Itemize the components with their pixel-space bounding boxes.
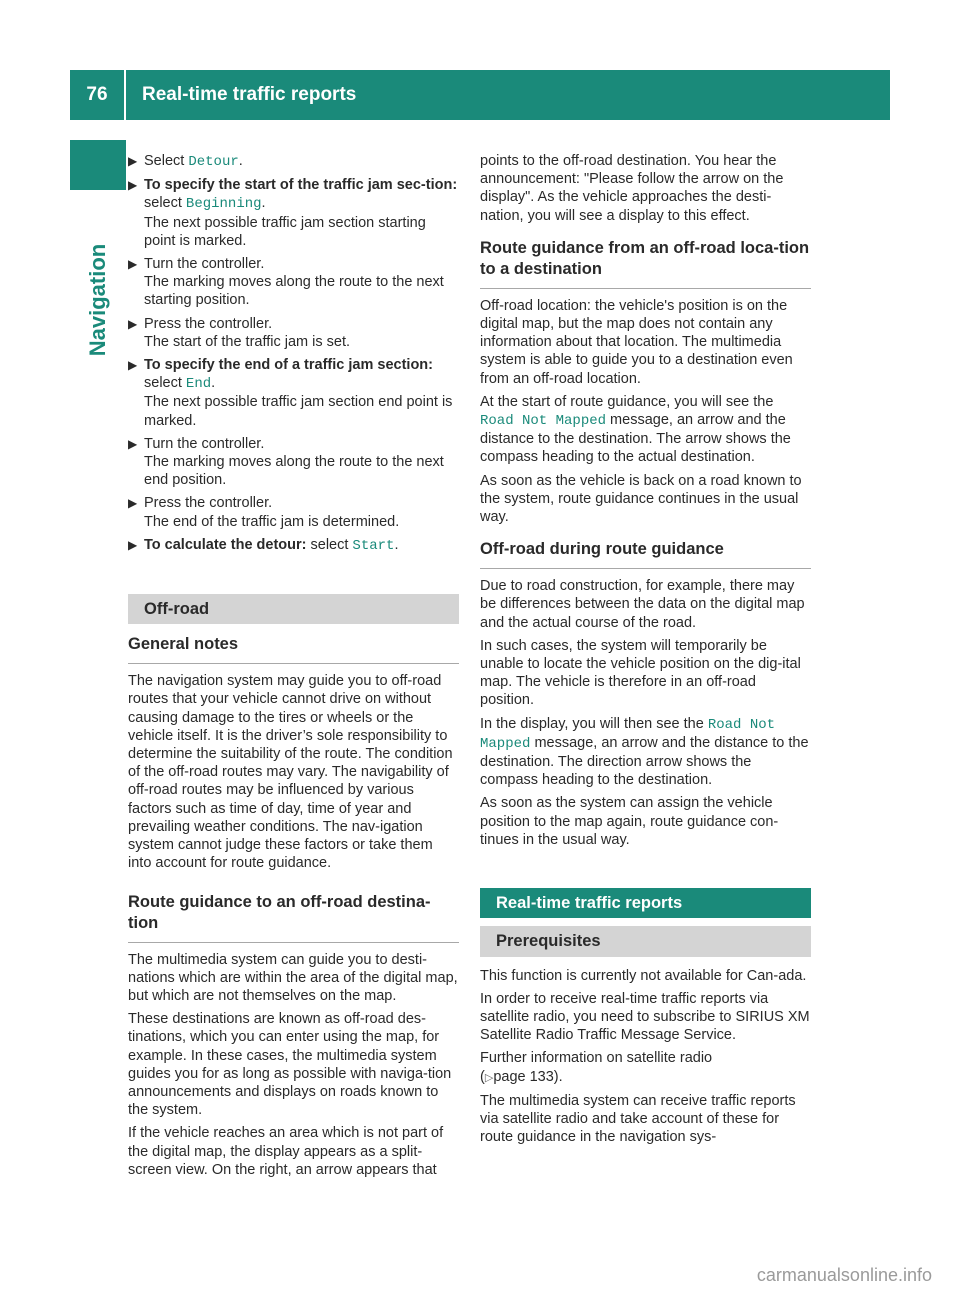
code-detour: Detour [188, 154, 239, 170]
section-label-text: Navigation [85, 243, 110, 357]
to-offroad-heading: Route guidance to an off-road destina-tion [128, 892, 459, 943]
during-paragraph-3: In the display, you will then see the Road Not Mapped message, an arrow and the distance to the destination. The direction arrow shows the compass heading to the destination. [480, 715, 809, 789]
code-beginning: Beginning [185, 196, 262, 213]
step-result: The start of the traffic jam is set. [144, 333, 351, 350]
step-select-detour: ▶ Select Detour. [128, 153, 243, 170]
page-title: Real-time traffic reports [142, 84, 357, 105]
step-result: The end of the traffic jam is determined. [144, 513, 400, 530]
header-bar [70, 70, 890, 120]
code-start: Start [352, 537, 395, 554]
watermark: carmanualsonline.info [756, 1265, 932, 1285]
general-notes-paragraph: The navigation system may guide you to off-road routes that your vehicle cannot drive on without causing damage to the tires or wheels or the vehicle itself. It is the driver’s sole responsibility to determine the suitability of the route. The condition of the off-road routes may vary. The navigability of off-road routes may be influenced by various factors such as time of day, time of year and prevailing weather conditions. The nav-igation system cannot judge these factors or take them into account for route guidance. [128, 673, 453, 872]
to-offroad-paragraph-3: If the vehicle reaches an area which is not part of the digital map, the display appears as a split-screen view. On the right, an arrow appears that [128, 1125, 444, 1178]
page-reference-link[interactable]: page 133). [493, 1068, 563, 1085]
step-result: The next possible traffic jam section starting point is marked. [144, 214, 426, 249]
prerequisites-box: Prerequisites [480, 926, 811, 956]
step-arrow-icon: ▶ [128, 316, 138, 331]
section-tab-marker [70, 140, 126, 190]
step-arrow-icon: ▶ [128, 358, 138, 373]
during-guidance-heading: Off-road during route guidance [480, 539, 811, 569]
traffic-reports-section-box: Real-time traffic reports [480, 888, 811, 918]
from-offroad-heading: Route guidance from an off-road loca-tion to a destination [480, 238, 811, 289]
to-offroad-paragraph-1: The multimedia system can guide you to desti-nations which are within the area of the digital map, but which are not themselves on the map. [128, 951, 458, 1004]
general-notes-heading: General notes [128, 634, 459, 664]
from-offroad-paragraph-1: Off-road location: the vehicle's position is on the digital map, but the map does not contain any information about that location. The multimedia system is able to guide you to a destination even from an off-road location. [480, 297, 793, 387]
step-result: The marking moves along the route to the next starting position. [144, 274, 444, 309]
code-road-not-mapped: Road Not Mapped [480, 413, 607, 430]
section-label [70, 200, 126, 500]
step-specify-start: ▶ To specify the start of the traffic jam sec-tion: select Beginning. The next possible traffic jam section starting point is marked. [128, 177, 458, 249]
prereq-paragraph-3: Further information on satellite radio (▷page 133). [480, 1050, 713, 1085]
step-arrow-icon: ▶ [128, 154, 138, 168]
step-specify-end: ▶ To specify the end of a traffic jam section: select End. The next possible traffic jam section end point is marked. [128, 357, 453, 429]
during-paragraph-4: As soon as the system can assign the vehicle position to the map again, route guidance con-tinues in the usual way. [480, 795, 779, 848]
step-result: The marking moves along the route to the next end position. [144, 454, 444, 489]
step-arrow-icon: ▶ [128, 496, 138, 511]
from-offroad-paragraph-2: At the start of route guidance, you will see the Road Not Mapped message, an arrow and the distance to the destination. The arrow shows the compass heading to the actual destination. [480, 393, 791, 466]
to-offroad-paragraph-2: These destinations are known as off-road des-tinations, which you can enter using the map, for example. In these cases, the multimedia system guides you for as long as possible with naviga-tion announcements and displays on roads known to the system. [128, 1011, 452, 1119]
offroad-section-box: Off-road [128, 594, 459, 624]
page-number: 76 [86, 84, 108, 105]
left-column [128, 152, 459, 1184]
step-turn-controller-2: ▶ Turn the controller. The marking moves along the route to the next end position. [128, 435, 444, 489]
step-arrow-icon: ▶ [128, 436, 138, 451]
during-paragraph-2: In such cases, the system will temporarily be unable to locate the vehicle position on the dig-ital map. The vehicle is therefore in an off-road position. [480, 637, 801, 709]
header-divider [124, 70, 126, 120]
continued-paragraph: points to the off-road destination. You hear the announcement: "Please follow the arrow on the display". As the vehicle approaches the desti-nation, you will see a display to this effect. [480, 153, 784, 224]
step-arrow-icon: ▶ [128, 257, 138, 272]
page-reference-icon: ▷ [484, 1071, 494, 1084]
step-press-controller-2: ▶ Press the controller. The end of the traffic jam is determined. [128, 495, 400, 530]
prereq-paragraph-1: This function is currently not available for Can-ada. [480, 967, 807, 984]
step-result: The next possible traffic jam section end point is marked. [144, 394, 453, 429]
step-calculate-detour: ▶ To calculate the detour: select Start. [128, 536, 399, 554]
prereq-paragraph-2: In order to receive real-time traffic reports via satellite radio, you need to subscribe to SIRIUS XM Satellite Radio Traffic Message Service. [480, 990, 810, 1044]
step-arrow-icon: ▶ [128, 178, 138, 193]
during-paragraph-1: Due to road construction, for example, there may be differences between the data on the digital map and the actual course of the road. [480, 578, 805, 631]
step-press-controller: ▶ Press the controller. The start of the traffic jam is set. [128, 315, 351, 350]
prereq-paragraph-4: The multimedia system can receive traffic reports via satellite radio and take account of these for route guidance in the navigation sys- [480, 1092, 796, 1146]
from-offroad-paragraph-3: As soon as the vehicle is back on a road known to the system, route guidance continues in the usual way. [480, 472, 802, 526]
step-arrow-icon: ▶ [128, 537, 138, 552]
step-turn-controller: ▶ Turn the controller. The marking moves along the route to the next starting position. [128, 256, 444, 309]
code-end: End [185, 376, 212, 393]
code-road-not-mapped-2: Road Not Mapped [480, 716, 776, 752]
right-column [480, 152, 811, 1151]
